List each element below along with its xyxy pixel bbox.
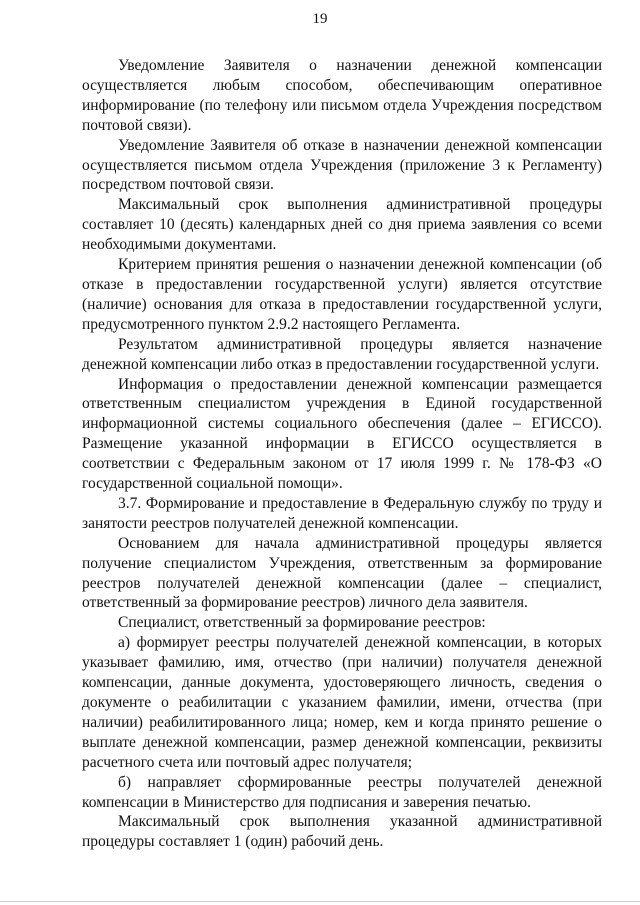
paragraph-specialist-intro: Специалист, ответственный за формирование реестров: <box>118 614 486 632</box>
paragraph-procedure-basis: Основанием для начала административной процедуры является получение специалистом Учреждения, ответственным за формирование реестров получателей денежной компенсации (далее – специалист, ответственный за формирование реестров) личного дела заявителя. <box>82 534 602 612</box>
page-number: 19 <box>312 11 328 27</box>
document-body <box>82 56 602 852</box>
page-bottom-edge <box>0 901 640 902</box>
paragraph-max-term-10-days: Максимальный срок выполнения административной процедуры составляет 10 (десять) календарных дней со дня приема заявления со всеми необходимыми документами. <box>82 196 602 254</box>
paragraph-procedure-result: Результатом административной процедуры является назначение денежной компенсации либо отказ в предоставлении государственной услуги. <box>82 335 602 373</box>
paragraph-notification-approval: Уведомление Заявителя о назначении денежной компенсации осуществляется любым способом, обеспечивающим оперативное информирование (по телефону или письмом отдела Учреждения посредством почтовой связи). <box>82 57 602 134</box>
section-heading-3-7: 3.7. Формирование и предоставление в Федеральную службу по труду и занятости реестров получателей денежной компенсации. <box>82 494 602 532</box>
paragraph-max-term-1-day: Максимальный срок выполнения указанной административной процедуры составляет 1 (один) рабочий день. <box>82 813 602 851</box>
paragraph-egisso-info: Информация о предоставлении денежной компенсации размещается ответственным специалистом учреждения в Единой государственной информационной системы социального обеспечения (далее – ЕГИССО). Размещение указанной информации в ЕГИССО осуществляется в соответствии с Федеральным законом от 17 июля 1999 г. № 178-ФЗ «О государственной социальной помощи». <box>82 375 602 493</box>
paragraph-decision-criterion: Критерием принятия решения о назначении денежной компенсации (об отказе в предоставлении государственной услуги) является отсутствие (наличие) основания для отказа в предоставлении государственной услуги, предусмотренного пунктом 2.9.2 настоящего Регламента. <box>82 256 602 333</box>
paragraph-notification-refusal: Уведомление Заявителя об отказе в назначении денежной компенсации осуществляется письмом отдела Учреждения (приложение 3 к Регламенту) посредством почтовой связи. <box>82 136 602 194</box>
list-item-b: б) направляет сформированные реестры получателей денежной компенсации в Министерство для подписания и заверения печатью. <box>82 773 602 811</box>
list-item-a: а) формирует реестры получателей денежной компенсации, в которых указывает фамилию, имя, отчество (при наличии) получателя денежной компенсации, данные документа, удостоверяющего личность, сведения о документе о реабилитации с указанием фамилии, имени, отчества (при наличии) реабилитированного лица; номер, кем и когда принято решение о выплате денежной компенсации, размер денежной компенсации, реквизиты расчетного счета или почтовый адрес получателя; <box>82 634 602 771</box>
